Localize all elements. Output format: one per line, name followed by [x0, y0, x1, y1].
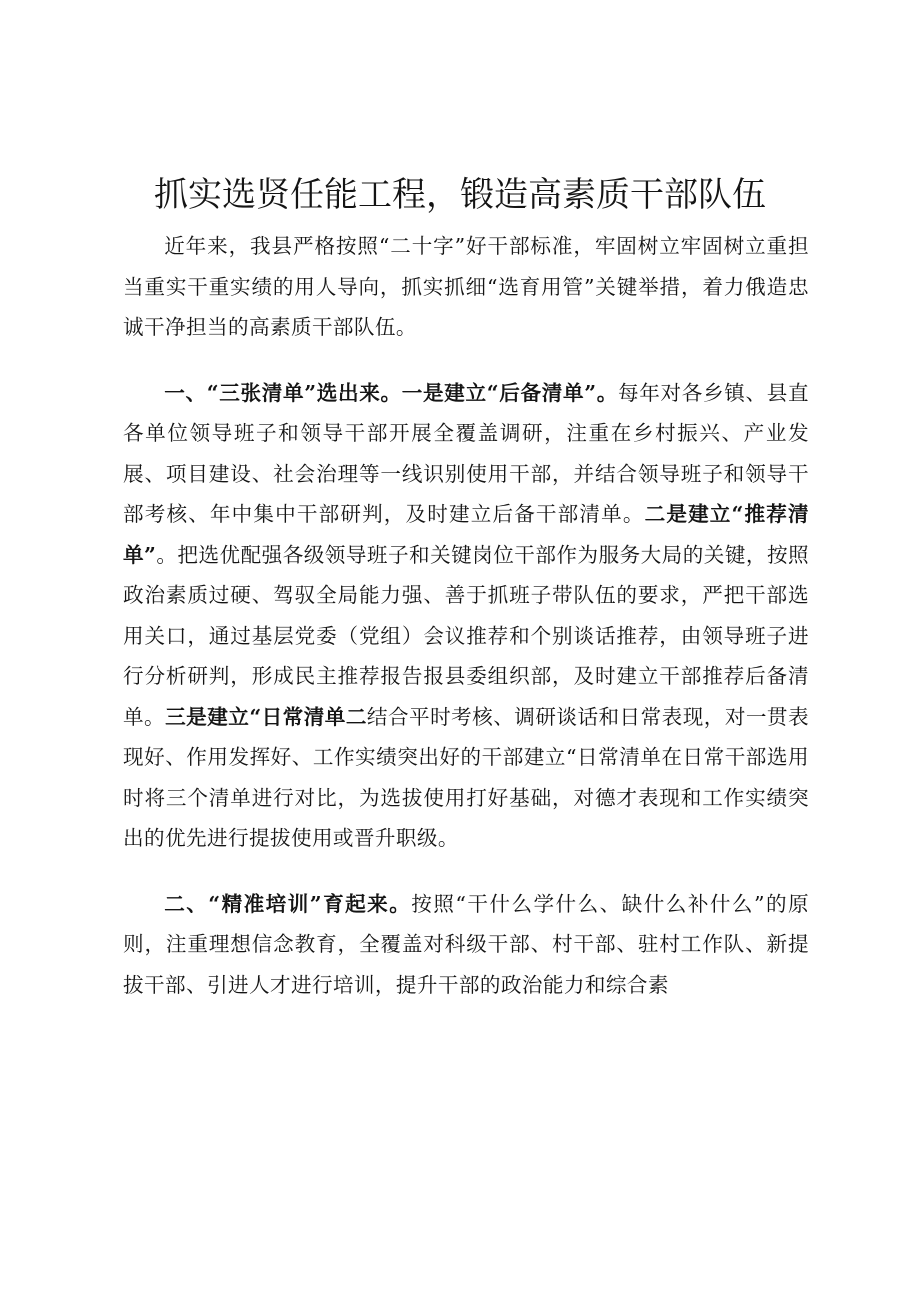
document-title: 抓实选贤任能工程，锻造高素质干部队伍 [154, 175, 766, 215]
section-2-paragraph [123, 884, 809, 1006]
section-1-heading: 一、“三张清单”选出来。 [164, 380, 402, 405]
section-1-item-3-text: 结合平时考核、调研谈话和日常表现，对一贯表现好、作用发挥好、工作实绩突出好的干部建立“日常清单在日常干部选用时将三个清单进行对比，为选拔使用打好基础，对德才表现和工作实绩突出的优先进行提拔使用或晋升职级。 [123, 704, 809, 850]
section-1-paragraph [123, 373, 809, 859]
section-2-heading: 二、“精准培训”育起来。 [164, 891, 412, 916]
section-1-item-1-text: 每年对各乡镇、县直各单位领导班子和领导干部开展全覆盖调研，注重在乡村振兴、产业发展、项目建设、社会治理等一线识别使用干部，并结合领导班子和领导干部考核、年中集中干部研判，及时建立后备干部清单。 [123, 380, 810, 526]
section-1-item-1-lead: 一是建立“后备清单”。 [401, 380, 618, 405]
section-1-item-2-lead: 二是建立“推荐清单” [123, 502, 809, 567]
intro-paragraph: 近年来，我县严格按照“二十字”好干部标准，牢固树立牢固树立重担当重实干重实绩的用人导向，抓实抓细“选育用管”关键举措，着力俄造忠诚干净担当的高素质干部队伍。 [123, 234, 809, 339]
section-2-text: 按照“干什么学什么、缺什么补什么”的原则，注重理想信念教育，全覆盖对科级干部、村干部、驻村工作队、新提拔干部、引进人才进行培训，提升干部的政治能力和综合素 [123, 891, 809, 997]
section-1-item-3-lead: 三是建立“日常清单二 [165, 704, 367, 729]
section-1-item-2-text: 。把选优配强各级领导班子和关键岗位干部作为服务大局的关键，按照政治素质过硬、驾驭全局能力强、善于抓班子带队伍的要求，严把干部选用关口，通过基层党委（党组）会议推荐和个别谈话推荐，由领导班子进行分析研判，形成民主推荐报告报县委组织部，及时建立干部推荐后备清单。 [123, 542, 809, 729]
document-body [123, 226, 809, 1005]
